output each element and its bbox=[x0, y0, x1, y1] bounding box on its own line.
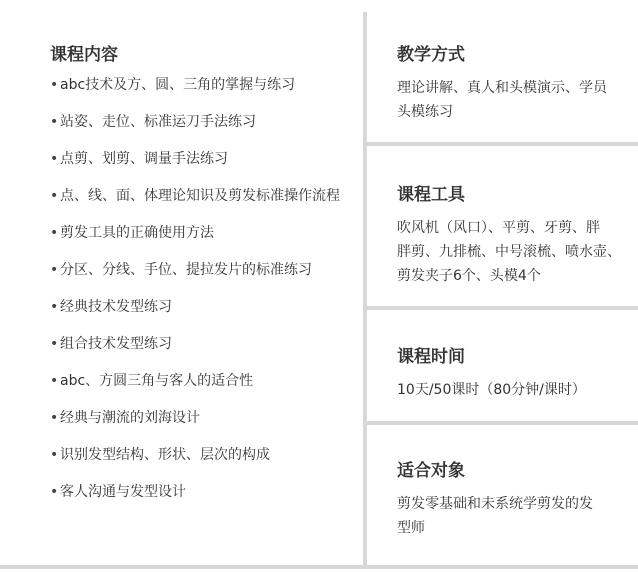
section-line: 头模练习 bbox=[397, 104, 453, 120]
list-item bbox=[50, 366, 340, 403]
teaching-method-section bbox=[397, 40, 637, 124]
section-body bbox=[397, 378, 637, 402]
list-item bbox=[50, 107, 340, 144]
list-item bbox=[50, 255, 340, 292]
bullet-icon: • bbox=[50, 336, 59, 352]
list-item-text: abc、方圆三角与客人的适合性 bbox=[60, 373, 254, 389]
section-line: 理论讲解、真人和头模演示、学员 bbox=[397, 80, 607, 96]
bullet-icon: • bbox=[50, 447, 59, 463]
list-item-text: 分区、分线、手位、提拉发片的标准练习 bbox=[60, 262, 312, 278]
list-item-text: 客人沟通与发型设计 bbox=[60, 484, 186, 500]
target-audience-section bbox=[397, 456, 637, 540]
bullet-icon: • bbox=[50, 299, 59, 315]
section-line: 剪发零基础和未系统学剪发的发 bbox=[397, 496, 593, 512]
course-tools-section bbox=[397, 180, 637, 288]
section-line: 胖剪、九排梳、中号滚梳、喷水壶、 bbox=[397, 244, 621, 260]
list-item-text: 识别发型结构、形状、层次的构成 bbox=[60, 447, 270, 463]
list-item-text: 点剪、划剪、调量手法练习 bbox=[60, 151, 228, 167]
section-line: 吹风机（风口）、平剪、牙剪、胖 bbox=[397, 220, 600, 236]
section-body bbox=[397, 216, 637, 288]
section-line: 10天/50课时（80分钟/课时） bbox=[397, 382, 586, 398]
bullet-icon: • bbox=[50, 188, 59, 204]
section-title: 课程时间 bbox=[397, 347, 465, 367]
bullet-icon: • bbox=[50, 373, 59, 389]
bottom-divider bbox=[0, 565, 638, 569]
list-item bbox=[50, 144, 340, 181]
list-item-text: 点、线、面、体理论知识及剪发标准操作流程 bbox=[60, 188, 340, 204]
section-divider bbox=[363, 142, 638, 146]
bullet-icon: • bbox=[50, 114, 59, 130]
list-item-text: abc技术及方、圆、三角的掌握与练习 bbox=[60, 77, 296, 93]
list-item bbox=[50, 218, 340, 255]
list-item-text: 组合技术发型练习 bbox=[60, 336, 172, 352]
bullet-icon: • bbox=[50, 77, 59, 93]
center-divider bbox=[363, 12, 367, 565]
section-title: 课程工具 bbox=[397, 185, 465, 205]
course-duration-section bbox=[397, 342, 637, 402]
curriculum-list bbox=[50, 70, 340, 514]
list-item bbox=[50, 440, 340, 477]
section-title: 适合对象 bbox=[397, 461, 465, 481]
list-item bbox=[50, 403, 340, 440]
curriculum-title: 课程内容 bbox=[50, 45, 118, 65]
bullet-icon: • bbox=[50, 262, 59, 278]
list-item-text: 经典技术发型练习 bbox=[60, 299, 172, 315]
section-body bbox=[397, 492, 637, 540]
list-item bbox=[50, 70, 340, 107]
list-item-text: 剪发工具的正确使用方法 bbox=[60, 225, 214, 241]
list-item-text: 站姿、走位、标准运刀手法练习 bbox=[60, 114, 256, 130]
section-line: 剪发夹子6个、头模4个 bbox=[397, 268, 541, 284]
list-item bbox=[50, 292, 340, 329]
bullet-icon: • bbox=[50, 410, 59, 426]
bullet-icon: • bbox=[50, 151, 59, 167]
list-item bbox=[50, 329, 340, 366]
list-item bbox=[50, 477, 340, 514]
list-item-text: 经典与潮流的刘海设计 bbox=[60, 410, 200, 426]
section-title: 教学方式 bbox=[397, 45, 465, 65]
bullet-icon: • bbox=[50, 225, 59, 241]
bullet-icon: • bbox=[50, 484, 59, 500]
section-divider bbox=[363, 306, 638, 310]
list-item bbox=[50, 181, 340, 218]
section-body bbox=[397, 76, 637, 124]
section-line: 型师 bbox=[397, 520, 425, 536]
section-divider bbox=[363, 421, 638, 425]
